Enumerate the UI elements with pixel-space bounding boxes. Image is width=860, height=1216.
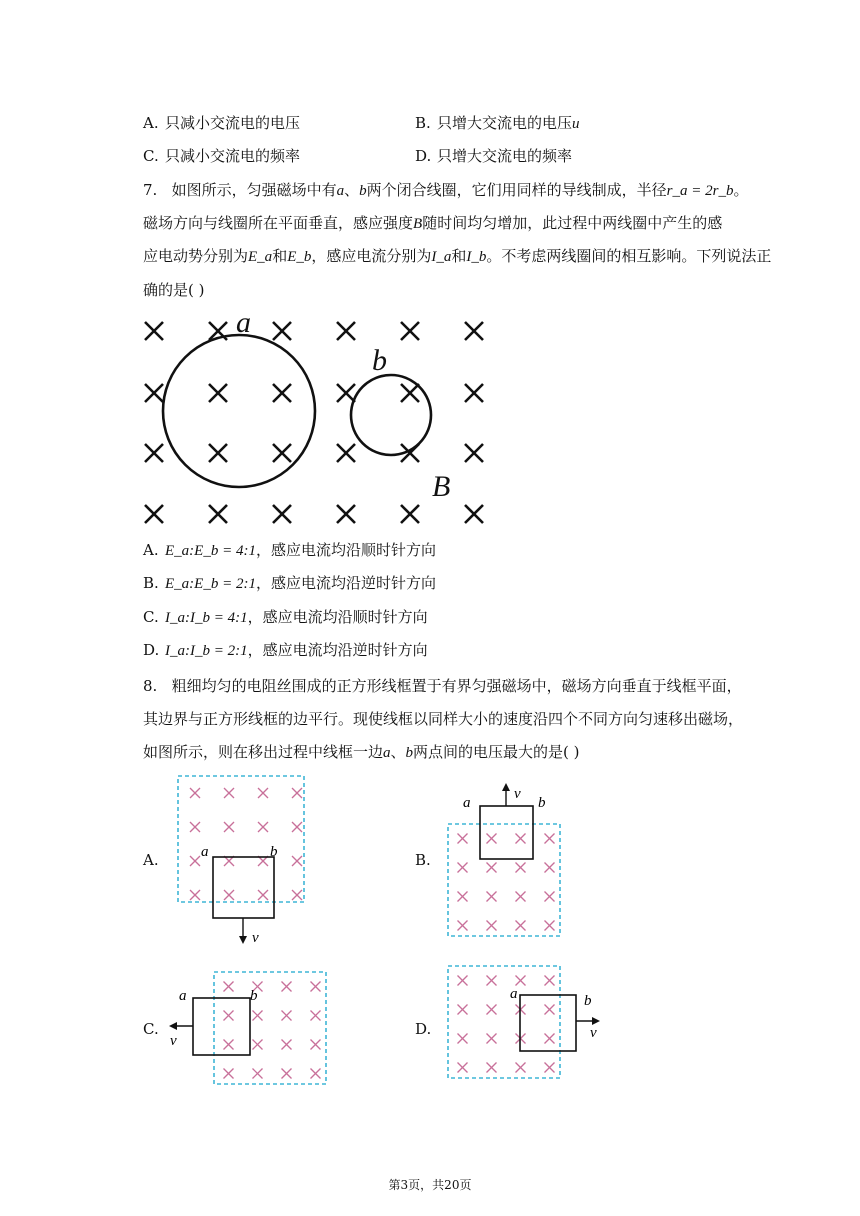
label-b: b <box>584 993 592 1009</box>
coil-a-circle <box>163 335 315 487</box>
arrow-head <box>239 936 247 944</box>
label-a: a <box>510 986 518 1002</box>
label-v: v <box>514 786 521 802</box>
q6-option-c: C. 只减小交流电的频率 <box>143 147 301 165</box>
square-frame <box>520 995 576 1051</box>
q8-figure-c <box>162 964 342 1094</box>
label-v: v <box>170 1033 177 1049</box>
label-a: a <box>236 310 251 339</box>
q8-figure-a <box>170 772 310 948</box>
label-a: a <box>463 795 471 811</box>
q7-option-d: D. I_a:I_b = 2:1，感应电流均沿逆时针方向 <box>143 641 428 659</box>
q7-line-2: 磁场方向与线圈所在平面垂直，感应强度B随时间均匀增加，此过程中两线圈中产生的感 <box>143 214 723 232</box>
q6-option-a: A. 只减小交流电的电压 <box>143 114 301 132</box>
q6-option-d: D. 只增大交流电的频率 <box>415 147 573 165</box>
label-B: B <box>432 470 451 503</box>
q8-option-a-letter: A. <box>143 851 159 869</box>
q8-line-2: 其边界与正方形线框的边平行。现使线框以同样大小的速度沿四个不同方向匀速移出磁场， <box>143 710 744 728</box>
field-cross-grid <box>224 982 321 1079</box>
label-a: a <box>179 988 187 1004</box>
q7-figure <box>140 310 500 535</box>
q7-option-b: B. E_a:E_b = 2:1，感应电流均沿逆时针方向 <box>143 574 436 592</box>
label-b: b <box>538 795 546 811</box>
q7-line-1: 7. 如图所示，匀强磁场中有a、b两个闭合线圈，它们用同样的导线制成，半径r_a = 2r_b。 <box>143 181 749 199</box>
q7-option-a: A. E_a:E_b = 4:1，感应电流均沿顺时针方向 <box>143 541 436 559</box>
page-footer: 第3页，共20页 <box>388 1178 472 1192</box>
label-b: b <box>250 988 258 1004</box>
square-frame <box>480 806 533 859</box>
q8-line-1: 8. 粗细均匀的电阻丝围成的正方形线框置于有界匀强磁场中，磁场方向垂直于线框平面， <box>143 677 742 695</box>
q8-option-c-letter: C. <box>143 1020 159 1038</box>
label-a: a <box>201 844 209 860</box>
q7-line-4: 确的是( ) <box>143 281 205 299</box>
field-cross-grid <box>458 834 555 931</box>
label-b: b <box>270 844 278 860</box>
label-v: v <box>590 1025 597 1041</box>
arrow-head <box>169 1022 177 1030</box>
q8-line-3: 如图所示，则在移出过程中线框一边a、b两点间的电压最大的是( ) <box>143 743 580 761</box>
label-v: v <box>252 930 259 946</box>
square-frame <box>193 998 250 1055</box>
square-frame <box>213 857 274 918</box>
q6-option-b: B. 只增大交流电的电压u <box>415 114 580 132</box>
q8-option-b-letter: B. <box>415 851 431 869</box>
arrow-head <box>592 1017 600 1025</box>
q8-figure-d <box>440 958 620 1088</box>
field-cross-grid <box>458 976 555 1073</box>
coil-b-circle <box>351 375 431 455</box>
q7-option-c: C. I_a:I_b = 4:1，感应电流均沿顺时针方向 <box>143 608 428 626</box>
q7-line-3: 应电动势分别为E_a和E_b，感应电流分别为I_a和I_b。不考虑两线圈间的相互影响。下列说法正 <box>143 247 772 265</box>
q8-option-d-letter: D. <box>415 1020 432 1038</box>
arrow-head <box>502 783 510 791</box>
q8-figure-b <box>440 782 580 942</box>
label-b: b <box>372 344 387 377</box>
